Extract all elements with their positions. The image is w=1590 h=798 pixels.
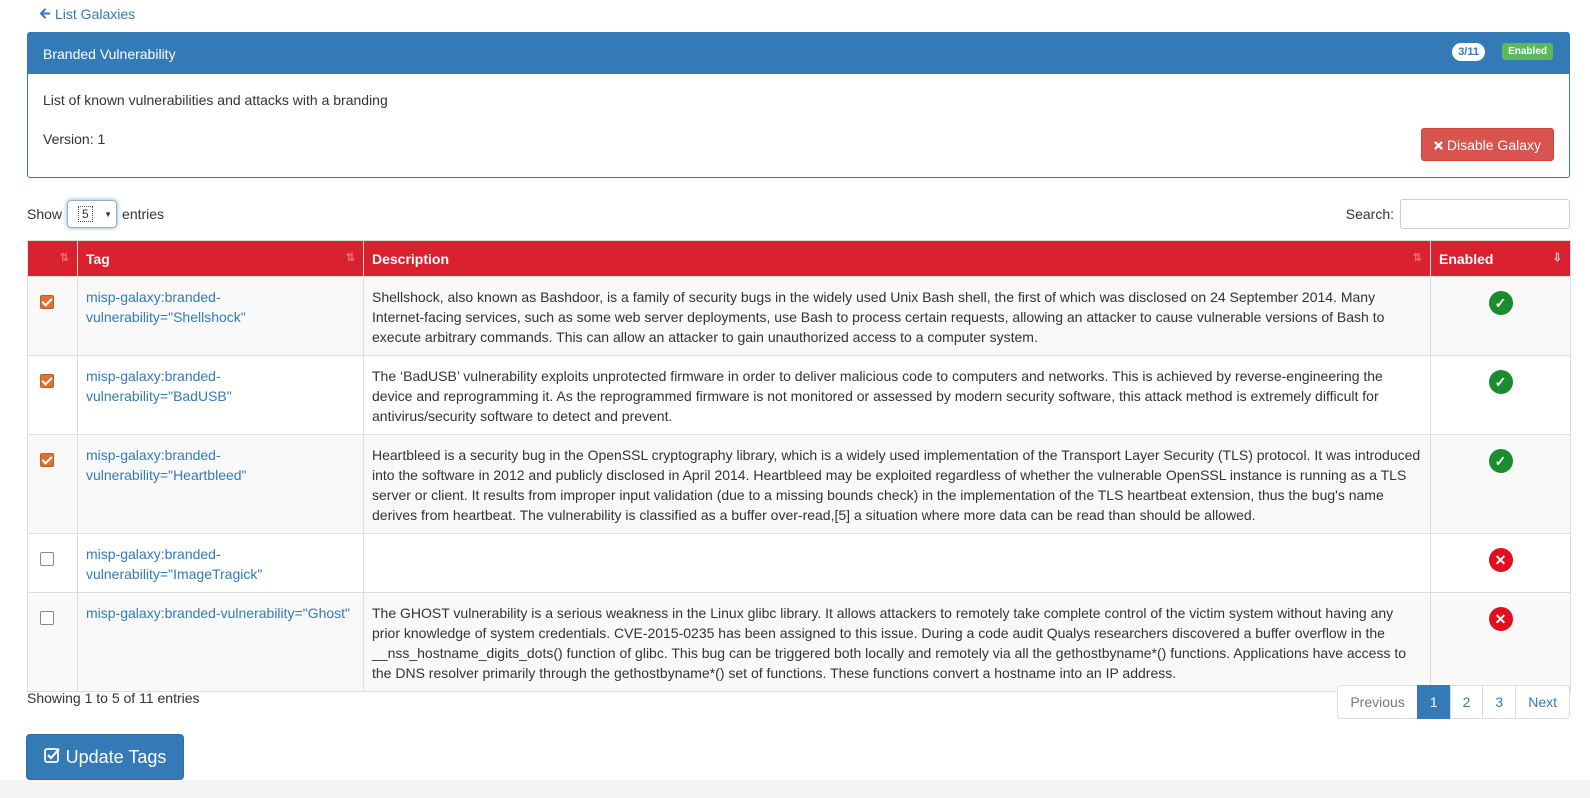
previous-page-button[interactable]: Previous — [1337, 685, 1417, 719]
table-header-row — [28, 241, 1571, 277]
row-description: Shellshock, also known as Bashdoor, is a family of security bugs in the widely used Unix Bash shell, the first of which was disclosed on 24 September 2014. Many Internet-facing services, such as some web server deployments, use Bash to process certain requests, allowing an attacker to cause vulnerable versions of Bash to execute arbitrary commands. This can allow an attacker to gain unauthorized access to a computer system. — [364, 277, 1431, 356]
page-length-control — [27, 200, 164, 228]
row-description: The ‘BadUSB’ vulnerability exploits unprotected firmware in order to deliver malicious code to computers and networks. This is achieved by reverse-engineering the device and reprogramming it. As the reprogrammed firmware is not monitored or assessed by modern security software, this attack method is extremely difficult for antivirus/security software to detect and prevent. — [364, 356, 1431, 435]
page-1-button[interactable]: 1 — [1417, 685, 1451, 719]
sort-icon: ⇅ — [1412, 252, 1422, 264]
enabled-column-header[interactable] — [1431, 241, 1571, 277]
status-badge: Enabled — [1502, 43, 1553, 60]
page-length-select[interactable] — [67, 200, 117, 228]
caret-down-icon: ▼ — [104, 209, 113, 219]
update-tags-button[interactable] — [26, 734, 184, 780]
table-row — [28, 593, 1571, 692]
tag-column-label: Tag — [86, 250, 110, 267]
galaxy-version: Version: 1 — [43, 131, 106, 147]
row-checkbox[interactable] — [40, 611, 54, 625]
galaxy-panel-heading — [28, 33, 1569, 74]
galaxy-description: List of known vulnerabilities and attacks with a branding — [43, 92, 388, 108]
tags-table — [27, 240, 1571, 692]
disable-galaxy-label: Disable Galaxy — [1446, 136, 1541, 153]
table-row — [28, 277, 1571, 356]
row-checkbox[interactable] — [40, 453, 54, 467]
row-checkbox[interactable] — [40, 552, 54, 566]
tag-link[interactable]: misp-galaxy:branded-vulnerability="Heartbleed" — [86, 447, 247, 483]
list-galaxies-label: List Galaxies — [55, 6, 136, 22]
check-circle-icon: ✓ — [1489, 291, 1513, 315]
row-checkbox[interactable] — [40, 295, 54, 309]
row-description — [364, 534, 1431, 593]
times-circle-icon: ✕ — [1489, 607, 1513, 631]
tag-link[interactable]: misp-galaxy:branded-vulnerability="Ghost" — [86, 605, 351, 621]
sort-desc-icon: ⇩ — [1552, 252, 1562, 264]
row-description: Heartbleed is a security bug in the OpenSSL cryptography library, which is a widely used implementation of the Transport Layer Security (TLS) protocol. It was introduced into the software in 2012 and publicly disclosed in April 2014. Heartbleed may be exploited regardless of whether the vulnerable OpenSSL instance is running as a TLS server or client. It results from improper input validation (due to a missing bounds check) in the implementation of the TLS heartbeat extension, thus the bug's name derives from heartbeat. The vulnerability is classified as a buffer over-read,[5] a situation where more data can be read than should be allowed. — [364, 435, 1431, 534]
galaxy-title: Branded Vulnerability — [43, 45, 176, 62]
disable-galaxy-button[interactable] — [1421, 128, 1554, 161]
enabled-column-label: Enabled — [1439, 250, 1494, 267]
entries-label: entries — [122, 206, 165, 222]
next-page-button[interactable]: Next — [1515, 685, 1570, 719]
search-control — [1346, 199, 1570, 229]
table-row — [28, 435, 1571, 534]
table-row — [28, 534, 1571, 593]
tag-link[interactable]: misp-galaxy:branded-vulnerability="BadUSB" — [86, 368, 232, 404]
description-column-label: Description — [372, 250, 450, 267]
list-galaxies-link[interactable] — [40, 6, 135, 22]
sort-icon: ⇅ — [59, 252, 69, 264]
row-checkbox[interactable] — [40, 374, 54, 388]
check-circle-icon: ✓ — [1489, 449, 1513, 473]
description-column-header[interactable] — [364, 241, 1431, 277]
sort-icon: ⇅ — [345, 252, 355, 264]
pagination — [1338, 685, 1570, 719]
arrow-left-icon — [40, 6, 51, 22]
check-square-icon — [44, 747, 60, 768]
tag-link[interactable]: misp-galaxy:branded-vulnerability="ImageTragick" — [86, 546, 263, 582]
tag-column-header[interactable] — [78, 241, 364, 277]
page-footer-strip — [0, 780, 1590, 798]
table-row — [28, 356, 1571, 435]
page-3-button[interactable]: 3 — [1482, 685, 1516, 719]
select-column-header[interactable] — [28, 241, 78, 277]
times-icon — [1434, 137, 1443, 153]
times-circle-icon: ✕ — [1489, 548, 1513, 572]
tag-link[interactable]: misp-galaxy:branded-vulnerability="Shellshock" — [86, 289, 246, 325]
page-2-button[interactable]: 2 — [1450, 685, 1484, 719]
enabled-count-badge: 3/11 — [1452, 43, 1485, 61]
row-description: The GHOST vulnerability is a serious weakness in the Linux glibc library. It allows attackers to remotely take complete control of the victim system without having any prior knowledge of system credentials. CVE-2015-0235 has been assigned to this issue. During a code audit Qualys researchers discovered a buffer overflow in the __nss_hostname_digits_dots() function of glibc. This bug can be triggered both locally and remotely via all the gethostbyname*() functions. Applications have access to the DNS resolver primarily through the gethostbyname*() set of functions. These functions convert a hostname into an IP address. — [364, 593, 1431, 692]
galaxy-panel — [27, 32, 1570, 178]
page-length-value: 5 — [78, 206, 93, 222]
update-tags-label: Update Tags — [65, 746, 167, 767]
search-input[interactable] — [1400, 199, 1570, 229]
check-circle-icon: ✓ — [1489, 370, 1513, 394]
show-label: Show — [27, 206, 63, 222]
search-label: Search: — [1345, 206, 1394, 222]
table-info: Showing 1 to 5 of 11 entries — [27, 690, 200, 706]
